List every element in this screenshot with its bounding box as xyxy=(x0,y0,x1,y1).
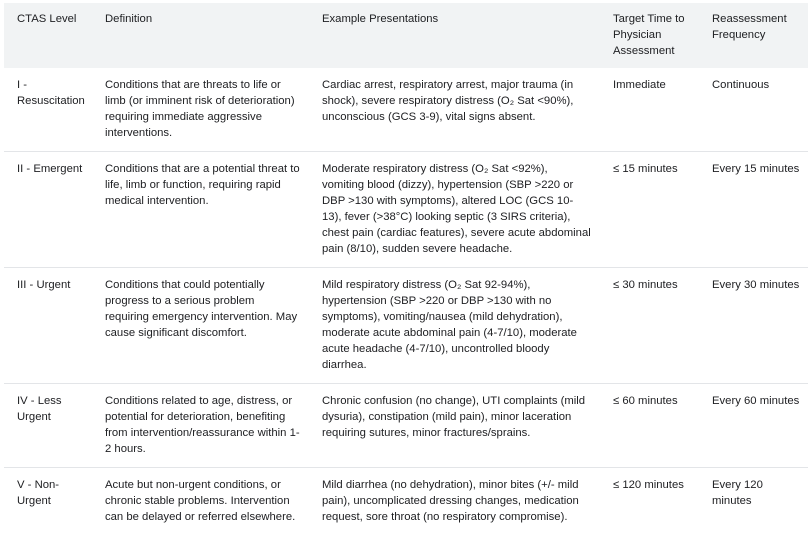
cell-examples: Cardiac arrest, respiratory arrest, major trauma (in shock), severe respiratory distress (O₂ Sat <90%), unconscious (GCS 3-9), vital signs absent. xyxy=(309,68,600,152)
header-row xyxy=(4,3,808,68)
cell-level: IV - Less Urgent xyxy=(4,384,92,468)
cell-level: I - Resuscitation xyxy=(4,68,92,152)
cell-reassessment: Every 60 minutes xyxy=(699,384,808,468)
header-definition: Definition xyxy=(92,3,309,68)
cell-examples: Moderate respiratory distress (O₂ Sat <92%), vomiting blood (dizzy), hypertension (SBP >220 or DBP >130 with symptoms), altered LOC (GCS 10-13), fever (>38°C) looking septic (3 SIRS criteria), chest pain (cardiac features), severe acute abdominal pain (8/10), sudden severe headache. xyxy=(309,152,600,268)
table-row xyxy=(4,468,808,535)
cell-definition: Conditions that could potentially progress to a serious problem requiring emergency intervention. May cause significant discomfort. xyxy=(92,268,309,384)
cell-target-time: ≤ 120 minutes xyxy=(600,468,699,535)
cell-reassessment: Continuous xyxy=(699,68,808,152)
table-header xyxy=(4,3,808,68)
cell-level: II - Emergent xyxy=(4,152,92,268)
cell-target-time: ≤ 15 minutes xyxy=(600,152,699,268)
cell-target-time: Immediate xyxy=(600,68,699,152)
header-ctas-level: CTAS Level xyxy=(4,3,92,68)
cell-definition: Conditions that are threats to life or limb (or imminent risk of deterioration) requiring immediate aggressive interventions. xyxy=(92,68,309,152)
ctas-table xyxy=(4,3,808,535)
cell-target-time: ≤ 60 minutes xyxy=(600,384,699,468)
table-row xyxy=(4,268,808,384)
header-target-time: Target Time to Physician Assessment xyxy=(600,3,699,68)
header-example-presentations: Example Presentations xyxy=(309,3,600,68)
table-row xyxy=(4,152,808,268)
cell-reassessment: Every 15 minutes xyxy=(699,152,808,268)
cell-examples: Mild diarrhea (no dehydration), minor bites (+/- mild pain), uncomplicated dressing changes, medication request, sore throat (no respiratory compromise). xyxy=(309,468,600,535)
cell-level: III - Urgent xyxy=(4,268,92,384)
cell-examples: Mild respiratory distress (O₂ Sat 92-94%), hypertension (SBP >220 or DBP >130 with no symptoms), vomiting/nausea (mild dehydration), moderate acute abdominal pain (4-7/10), moderate acute headache (4-7/10), uncontrolled bloody diarrhea. xyxy=(309,268,600,384)
cell-target-time: ≤ 30 minutes xyxy=(600,268,699,384)
cell-examples: Chronic confusion (no change), UTI complaints (mild dysuria), constipation (mild pain), minor laceration requiring sutures, minor fractures/sprains. xyxy=(309,384,600,468)
table-row xyxy=(4,384,808,468)
table-row xyxy=(4,68,808,152)
table-body xyxy=(4,68,808,535)
cell-level: V - Non-Urgent xyxy=(4,468,92,535)
cell-reassessment: Every 30 minutes xyxy=(699,268,808,384)
cell-definition: Conditions related to age, distress, or potential for deterioration, benefiting from intervention/reassurance within 1-2 hours. xyxy=(92,384,309,468)
cell-reassessment: Every 120 minutes xyxy=(699,468,808,535)
cell-definition: Conditions that are a potential threat to life, limb or function, requiring rapid medical intervention. xyxy=(92,152,309,268)
cell-definition: Acute but non-urgent conditions, or chronic stable problems. Intervention can be delayed or referred elsewhere. xyxy=(92,468,309,535)
header-reassessment-frequency: Reassessment Frequency xyxy=(699,3,808,68)
